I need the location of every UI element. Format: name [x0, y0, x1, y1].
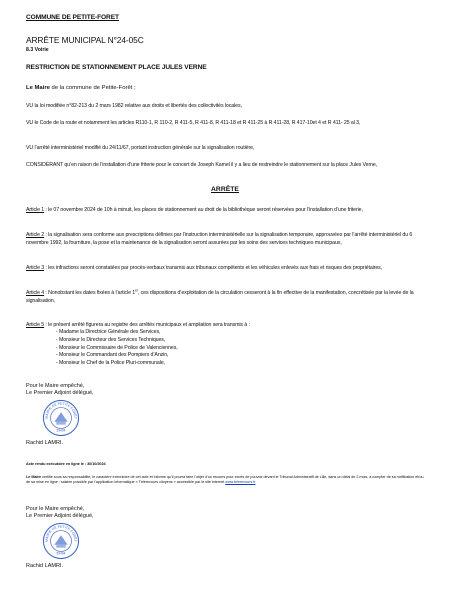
- signatory-name: Rachid LAMRI.: [26, 440, 63, 447]
- maire-rest: de la commune de Petite-Forêt ;: [49, 85, 136, 91]
- article-text-end: , ces dispositions d’exploitation de la circulation cesseront à la fin effective de la manifestation, concrétisée par la levée de la signalisation,: [26, 290, 414, 305]
- article-text: : Nonobstant les dates fixées à l’article 1: [44, 290, 136, 296]
- seal-code: 59494: [56, 428, 66, 433]
- signature-block-1: [26, 383, 424, 448]
- recipient-item: - Monsieur le Chef de la Police Pluri-communale,: [56, 360, 165, 367]
- arrete-object: RESTRICTION DE STATIONNEMENT PLACE JULES VERNE: [26, 64, 207, 71]
- seal-text: MAIRIE DE PETITE-FORÊT: [44, 401, 78, 419]
- vu-2: VU le Code de la route et notamment les articles R110-1, R 110-2, R 411-5, R 411-8, R 411-18 et R 411-25 à R 411-28, R 417-10et 4 et R 411- 25 al 3,: [26, 120, 361, 126]
- commune-heading: COMMUNE DE PETITE-FORET: [26, 14, 119, 21]
- signatory-name: Rachid LAMRI.: [26, 563, 63, 570]
- town-seal-icon: [42, 399, 80, 437]
- article-label: Article 5: [26, 322, 45, 328]
- article-label: Article 2: [26, 232, 45, 238]
- maire-line: [26, 85, 424, 91]
- article-label: Article 3: [26, 265, 45, 271]
- signature-line-2: Le Premier Adjoint délégué,: [26, 390, 94, 397]
- signature-line-2: Le Premier Adjoint délégué,: [26, 513, 94, 520]
- vu-3: VU l’arrêté interministériel modifié du 24/11/67, portant instruction générale sur la signalisation routière,: [26, 145, 255, 151]
- telerecours-link[interactable]: www.telerecours.fr: [225, 480, 256, 485]
- article-4: [26, 289, 424, 305]
- maire-bold: Le Maire: [26, 85, 50, 91]
- recipient-item: - Monsieur le Directeur des Services Techniques,: [56, 336, 166, 343]
- signature-block-2: [26, 506, 424, 571]
- article-text: : le présent arrêté figurera au registre des arrêtés municipaux et ampliation sera transmis à :: [44, 322, 250, 328]
- article-text: : les infractions seront constatées par procès-verbaux transmis aux tribunaux compétents et les véhicules enlevés aux frais et risques des propriétaires,: [44, 265, 383, 271]
- article-text: : la signalisation sera conforme aux prescriptions définies par l’instruction interministérielle sur la signalisation temporaire, approuvées par l’arrêté interministériel du 6 novembre 1992, la fourniture, la pose et la maintenance de la signalisation seront assurées par les soins des services techniques municipaux,: [26, 232, 413, 247]
- article-label: Article 4: [26, 290, 45, 296]
- legal-notice: [26, 475, 424, 486]
- recipient-item: - Monsieur le Commissaire de Police de Valenciennes,: [56, 344, 178, 351]
- article-2: [26, 231, 424, 247]
- online-notice: Acte rendu exécutoire en ligne le : 30/10/2024: [26, 462, 106, 466]
- town-seal-icon: [42, 522, 80, 560]
- legal-bold: Le Maire: [26, 475, 42, 479]
- signature-line-1: Pour le Maire empêché,: [26, 383, 85, 389]
- article-5: [26, 321, 424, 368]
- article-3: [26, 264, 424, 272]
- seal-code: 59494: [56, 551, 66, 556]
- arrete-number: ARRÊTE MUNICIPAL N°24-05C: [26, 35, 144, 45]
- legal-text: certifie sous sa responsabilité, le caractère exécutoire de cet acte et informe qu’il pourra faire l’objet d’un recours pour excès de pouvoir devant le Tribunal Administratif de Lille, dans un délai de 2 mois, à compter de sa notification et/ou de sa mise en ligne ; saisine possible par l’application informatique « Télérecours citoyens » accessible par le site internet: [26, 475, 424, 485]
- seal-text: MAIRIE DE PETITE-FORÊT: [44, 524, 78, 542]
- article-1: [26, 206, 424, 214]
- recipient-item: - Monsieur le Commandant des Pompiers d’Anzin,: [56, 352, 169, 359]
- article-label: Article 1: [26, 207, 45, 213]
- article-text: : le 07 novembre 2024 de 10h à minuit, les places de stationnement au droit de la bibliothèque seront réservées pour l’installation d’une friterie,: [44, 207, 363, 213]
- vu-1: VU la loi modifiée n°82-213 du 2 mars 1982 relative aux droits et libertés des collectivités locales,: [26, 103, 242, 109]
- recipients-list: [26, 329, 424, 368]
- article-sup: er: [135, 288, 138, 293]
- considerant: CONSIDÉRANT qu’en raison de l’installation d’une friterie pour le concert de Joseph Kamel il y a lieu de restreindre le stationnement sur la place Jules Verne,: [26, 162, 378, 168]
- signature-line-1: Pour le Maire empêché,: [26, 506, 85, 512]
- category-label: 8.3 Voirie: [26, 47, 49, 53]
- arrete-title: ARRÊTE: [211, 186, 239, 193]
- recipient-item: - Madame la Directrice Générale des Services,: [56, 329, 161, 336]
